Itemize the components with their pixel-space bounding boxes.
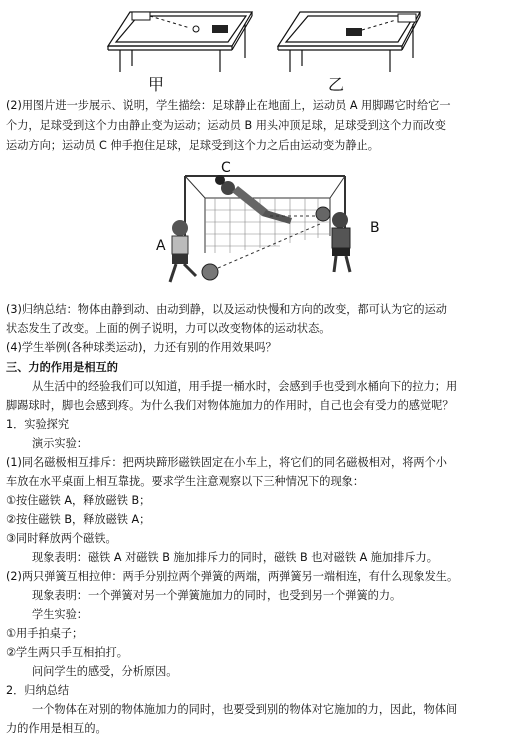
- label-c: C: [221, 160, 231, 176]
- paragraph: 脚踢球时，脚也会感到疼。为什么我们对物体施加力的作用时，自己也会有受力的感觉呢？: [6, 399, 454, 412]
- soccer-figure: [0, 158, 507, 290]
- list-item: ①用手拍桌子；: [6, 627, 84, 640]
- label-b: B: [370, 220, 380, 236]
- paragraph: 演示实验：: [32, 437, 88, 450]
- paragraph: 车放在水平桌面上相互靠拢。要求学生注意观察以下三种情况下的现象：: [6, 475, 365, 488]
- subheading: 1．实验探究: [6, 418, 70, 431]
- subheading: 2．归纳总结: [6, 684, 70, 697]
- paragraph: 运动方向；运动员 C 伸手抱住足球，足球受到这个力之后由运动变为静止。: [6, 139, 379, 152]
- player-c: [215, 175, 292, 224]
- section-heading: 三、力的作用是相互的: [6, 361, 118, 374]
- paragraph: 个力，足球受到这个力由静止变为运动；运动员 B 用头冲顶足球，足球受到这个力而改变: [6, 119, 446, 132]
- list-item: ①按住磁铁 A，释放磁铁 B；: [6, 494, 151, 507]
- ball-a: [202, 264, 218, 280]
- paragraph: (2)两只弹簧互相拉伸：两手分别拉两个弹簧的两端，两弹簧另一端相连，有什么现象发生。: [6, 570, 459, 583]
- paragraph: (3)归纳总结：物体由静到动、由动到静，以及运动快慢和方向的改变，都可认为它的运动: [6, 303, 447, 316]
- paragraph: 现象表明：磁铁 A 对磁铁 B 施加排斥力的同时，磁铁 B 也对磁铁 A 施加排斥力。: [32, 551, 438, 564]
- label-jia: 甲: [148, 75, 165, 94]
- player-b: [316, 207, 350, 272]
- paragraph: 问问学生的感受，分析原因。: [32, 665, 178, 678]
- paragraph: 现象表明：一个弹簧对另一个弹簧施加力的同时，也受到另一个弹簧的力。: [32, 589, 402, 602]
- list-item: ②学生两只手互相拍打。: [6, 646, 128, 659]
- paragraph: 一个物体在对别的物体施加力的同时，也要受到别的物体对它施加的力，因此，物体间: [32, 703, 458, 716]
- paragraph: 从生活中的经验我们可以知道，用手提一桶水时，会感到手也受到水桶向下的拉力；用: [32, 380, 458, 393]
- table-left: [108, 12, 252, 72]
- paragraph: (1)同名磁极相互排斥：把两块蹄形磁铁固定在小车上，将它们的同名磁极相对，将两个小: [6, 456, 447, 469]
- player-a: [170, 220, 196, 282]
- paragraph: 力的作用是相互的。: [6, 722, 107, 735]
- list-item: ②按住磁铁 B，释放磁铁 A；: [6, 513, 151, 526]
- paragraph: 学生实验：: [32, 608, 88, 621]
- label-a: A: [156, 238, 166, 254]
- paragraph: (4)学生举例(各种球类运动)，力还有别的作用效果吗？: [6, 341, 277, 354]
- list-item: ③同时释放两个磁铁。: [6, 532, 117, 545]
- paragraph: (2)用图片进一步展示、说明，学生描绘：足球静止在地面上，运动员 A 用脚踢它时给它一: [6, 99, 451, 112]
- paragraph: 状态发生了改变。上面的例子说明，力可以改变物体的运动状态。: [6, 322, 331, 335]
- label-yi: 乙: [328, 75, 345, 94]
- top-figure: [0, 0, 507, 95]
